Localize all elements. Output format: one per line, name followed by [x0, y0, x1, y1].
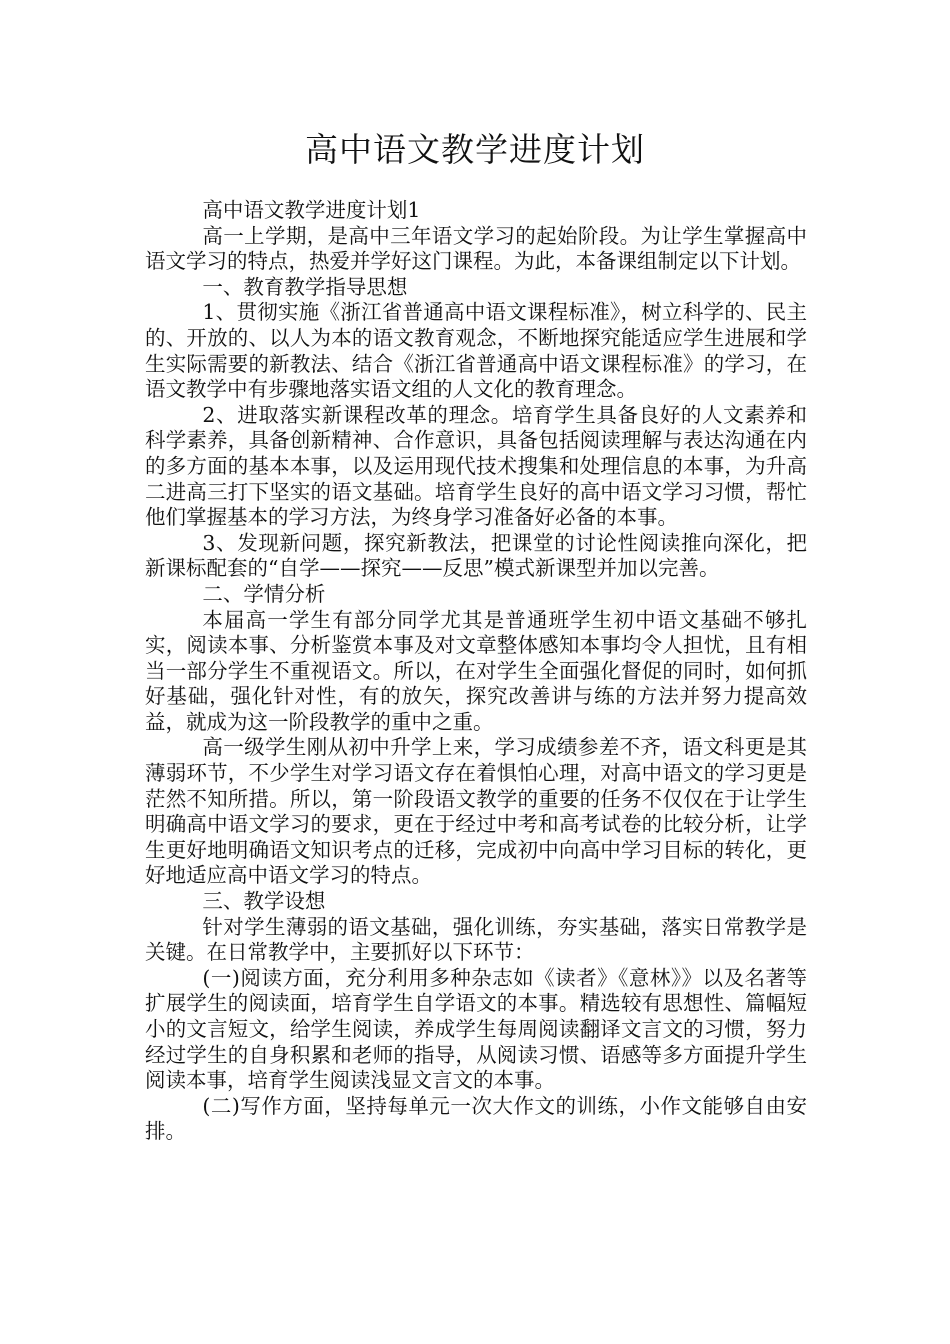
paragraph: 3、发现新问题，探究新教法，把课堂的讨论性阅读推向深化，把新课标配套的“自学——探究——反思”模式新课型并加以完善。 — [145, 530, 807, 581]
section-heading: 三、教学设想 — [202, 889, 326, 914]
paragraph: 1、贯彻实施《浙江省普通高中语文课程标准》，树立科学的、民主的、开放的、以人为本的语文教育观念，不断地探究能适应学生进展和学生实际需要的新教法、结合《浙江省普通高中语文课程标准》的学习，在语文教学中有步骤地落实语文组的人文化的教育理念。 — [145, 300, 807, 402]
section-heading: 高中语文教学进度计划1 — [202, 198, 421, 222]
section-heading: 二、学情分析 — [202, 581, 326, 606]
paragraph: (一)阅读方面，充分利用多种杂志如《读者》《意林》》以及名著等扩展学生的阅读面，培育学生自学语文的本事。精选较有思想性、篇幅短小的文言短文，给学生阅读，养成学生每周阅读翻译文言文的习惯，努力经过学生的自身积累和老师的指导，从阅读习惯、语感等多方面提升学生阅读本事，培育学生阅读浅显文言文的本事。 — [145, 965, 807, 1093]
document-title: 高中语文教学进度计划 — [305, 130, 645, 169]
paragraph: 高一级学生刚从初中升学上来，学习成绩参差不齐，语文科更是其薄弱环节，不少学生对学习语文存在着惧怕心理，对高中语文的学习更是茫然不知所措。所以，第一阶段语文教学的重要的任务不仅仅在于让学生明确高中语文学习的要求，更在于经过中考和高考试卷的比较分析，让学生更好地明确语文知识考点的迁移，完成初中向高中学习目标的转化，更好地适应高中语文学习的特点。 — [145, 735, 807, 888]
paragraph: 2、进取落实新课程改革的理念。培育学生具备良好的人文素养和科学素养，具备创新精神、合作意识，具备包括阅读理解与表达沟通在内的多方面的基本本事，以及运用现代技术搜集和处理信息的本事，为升高二进高三打下坚实的语文基础。培育学生良好的高中语文学习习惯，帮忙他们掌握基本的学习方法，为终身学习准备好必备的本事。 — [145, 402, 807, 530]
section-heading: 一、教育教学指导思想 — [202, 274, 408, 299]
document-body — [145, 198, 807, 1145]
paragraph: 本届高一学生有部分同学尤其是普通班学生初中语文基础不够扎实，阅读本事、分析鉴赏本事及对文章整体感知本事均令人担忧，且有相当一部分学生不重视语文。所以，在对学生全面强化督促的同时，如何抓好基础，强化针对性，有的放矢，探究改善讲与练的方法并努力提高效益，就成为这一阶段教学的重中之重。 — [145, 607, 807, 734]
paragraph: 高一上学期，是高中三年语文学习的起始阶段。为让学生掌握高中语文学习的特点，热爱并学好这门课程。为此，本备课组制定以下计划。 — [145, 223, 807, 274]
paragraph: 针对学生薄弱的语文基础，强化训练，夯实基础，落实日常教学是关键。在日常教学中，主要抓好以下环节： — [145, 914, 807, 965]
paragraph: (二)写作方面，坚持每单元一次大作文的训练，小作文能够自由安排。 — [145, 1093, 807, 1144]
